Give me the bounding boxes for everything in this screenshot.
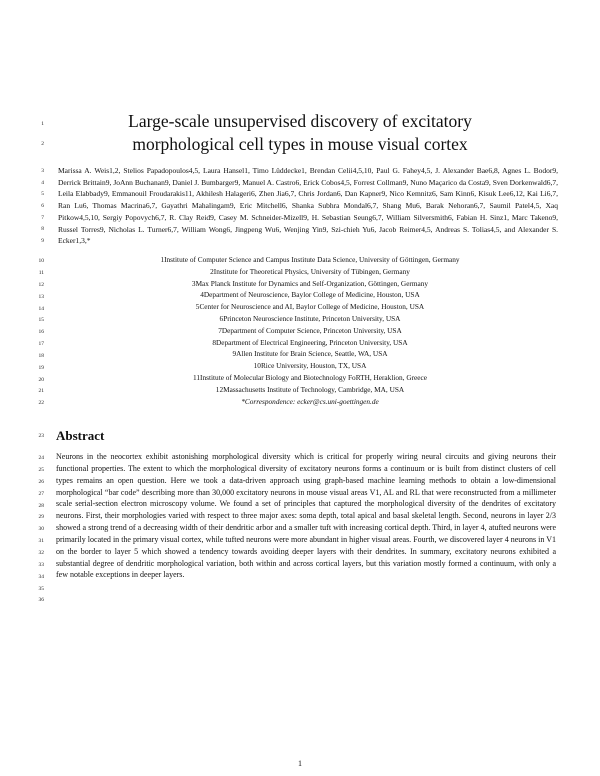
line-number: 11 <box>38 270 44 276</box>
abstract-text: Neurons in the neocortex exhibit astonishing morphological diversity which is critical for properly wiring neural circuits and giving neurons their functional properties. The extent to which the morphological diversity of excitatory neurons forms a continuum or is built from distinct clusters of cell types remains an open question. Here we took a data-driven approach using graph-based machine learning methods to obtain a low-dimensional morphological “bar code” describing more than 30,000 excitatory neurons in mouse visual areas V1, AL and RL that were reconstructed from a millimeter scale serial-section electron microscopy volume. We found a set of principles that captured the morphological diversity of the dendrites of excitatory neurons. First, their morphologies varied with respect to three major axes: soma depth, total apical and basal skeletal length. Second, neurons in layer 2/3 showed a strong trend of a decreasing width of their dendritic arbor and a smaller tuft with increasing cortical depth. Third, in layer 4, atufted neurons were primarily located in the primary visual cortex, while tufted neurons were more abundant in higher visual areas. Fourth, we discovered layer 4 neurons in V1 on the border to layer 5 which showed a tendency towards avoiding deeper layers with their dendrites. In summary, excitatory neurons exhibited a substantial degree of dendritic morphological variation, both within and across cortical layers, but this variation mostly formed a continuum, with only a few notable exceptions in deeper layers. <box>56 452 556 580</box>
line-number: 35 <box>38 586 44 592</box>
affiliation: 4Department of Neuroscience, Baylor College of Medicine, Houston, USA <box>200 290 420 300</box>
line-number: 15 <box>38 317 44 323</box>
line-number: 10 <box>38 258 44 264</box>
line-number: 24 <box>38 455 44 461</box>
affiliation: 11Institute of Molecular Biology and Biotechnology FoRTH, Heraklion, Greece <box>193 372 427 382</box>
line-number: 23 <box>38 433 44 439</box>
affiliation: 1Institute of Computer Science and Campus Institute Data Science, University of Göttingen, Germany <box>160 255 460 264</box>
author-list: Marissa A. Weis1,2, Stelios Papadopoulos4,5, Laura Hansel1, Timo Lüddecke1, Brendan Celii4,5,10, Paul G. Fahey4,5, J. Alexander Bae6,8, Agnes L. Bodor9, Derrick Brittain9, JoAnn Buchanan9, Daniel J. Bumbarger9, Manuel A. Castro6, Erick Cobos4,5, Forrest Collman9, Nuno Maçarico da Costa9, Sven Dorkenwald6,7, Leila Elabbady9, Emmanouil Froudarakis11, Akhilesh Halageri6, Zhen Jia6,7, Chris Jordan6, Dan Kapner9, Nico Kemnitz6, Sam Kinn6, Kisuk Lee6,12, Kai Li6,7, Ran Lu6, Thomas Macrina6,7, Gayathri Mahalingam9, Eric Mitchell6, Shanka Subhra Mondal6,7, Shang Mu6, Barak Nehoran6,7, Saumil Patel4,5, Xaq Pitkow4,5,10, Sergiy Popovych6,7, R. Clay Reid9, Casey M. Schneider-Mizell9, H. Sebastian Seung6,7, William Silversmith6, Fabian H. Sinz1, Marc Takeno9, Russel Torres9, Nicholas L. Turner6,7, William Wong6, Jingpeng Wu6, Wenjing Yin9, Szi-chieh Yu6, Jacob Reimer4,5, Andreas S. Tolias4,5, and Alexander S. Ecker1,3,* <box>58 166 558 246</box>
line-number: 9 <box>41 238 44 244</box>
line-number: 19 <box>38 365 44 371</box>
page-number: 1 <box>298 759 302 768</box>
line-number: 20 <box>38 377 44 383</box>
line-number: 27 <box>38 491 44 497</box>
line-number: 21 <box>38 388 44 394</box>
line-number: 3 <box>41 168 44 174</box>
line-number: 29 <box>38 514 44 520</box>
affiliation: 3Max Planck Institute for Dynamics and Self-Organization, Göttingen, Germany <box>191 278 429 288</box>
line-number: 4 <box>41 180 44 186</box>
line-number: 1 <box>41 121 44 127</box>
line-number: 6 <box>41 203 44 209</box>
line-number: 2 <box>41 141 44 147</box>
title-line: morphological cell types in mouse visual cortex <box>132 134 468 154</box>
paper-title <box>95 110 505 156</box>
line-number: 17 <box>38 341 44 347</box>
affiliation: 5Center for Neuroscience and AI, Baylor College of Medicine, Houston, USA <box>195 302 425 312</box>
affiliation: 6Princeton Neuroscience Institute, Princeton University, USA <box>219 313 401 323</box>
line-number: 5 <box>41 191 44 197</box>
line-number: 31 <box>38 538 44 544</box>
line-number: 32 <box>38 550 44 556</box>
affiliation: 7Department of Computer Science, Princeton University, USA <box>218 325 402 335</box>
line-number: 22 <box>38 400 44 406</box>
affiliation: 9Allen Institute for Brain Science, Seattle, WA, USA <box>232 349 388 359</box>
affiliation: 2Institute for Theoretical Physics, University of Tübingen, Germany <box>210 266 410 276</box>
line-number: 18 <box>38 353 44 359</box>
affiliations <box>80 254 540 407</box>
affiliation: 8Department of Electrical Engineering, Princeton University, USA <box>212 337 408 347</box>
abstract-heading: Abstract <box>56 428 105 443</box>
line-number: 33 <box>38 562 44 568</box>
line-number: 8 <box>41 226 44 232</box>
line-number: 34 <box>38 574 44 580</box>
line-number: 7 <box>41 215 44 221</box>
line-number: 12 <box>38 282 44 288</box>
line-number: 26 <box>38 479 44 485</box>
line-number: 36 <box>38 597 44 603</box>
line-number: 25 <box>38 467 44 473</box>
affiliation: 12Massachusetts Institute of Technology, Cambridge, MA, USA <box>215 384 405 394</box>
line-number: 28 <box>38 503 44 509</box>
line-number: 14 <box>38 306 44 312</box>
line-number: 16 <box>38 329 44 335</box>
affiliation: 10Rice University, Houston, TX, USA <box>253 361 367 371</box>
title-line: Large-scale unsupervised discovery of excitatory <box>128 111 472 131</box>
line-number: 30 <box>38 526 44 532</box>
correspondence: *Correspondence: ecker@cs.uni-goettingen.de <box>241 396 379 406</box>
line-number: 13 <box>38 294 44 300</box>
